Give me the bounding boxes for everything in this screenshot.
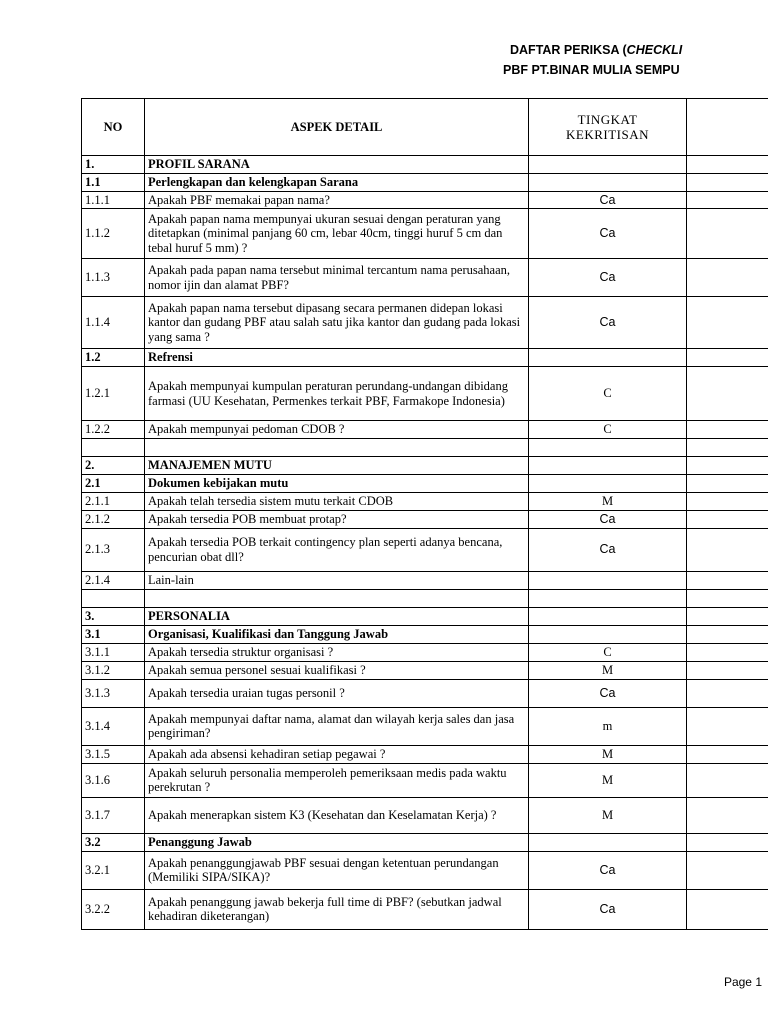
row-tingkat <box>529 156 687 174</box>
row-no: 1.2 <box>82 349 145 367</box>
row-tingkat <box>529 571 687 589</box>
table-row <box>82 457 768 475</box>
row-no: 3.1.7 <box>82 797 145 833</box>
row-no: 3.1.5 <box>82 745 145 763</box>
row-extra <box>687 643 768 661</box>
page-number: Page 1 <box>723 975 762 989</box>
row-extra <box>687 367 768 421</box>
row-aspek: Apakah tersedia POB membuat protap? <box>145 511 529 529</box>
row-tingkat: M <box>529 763 687 797</box>
row-extra <box>687 625 768 643</box>
row-tingkat <box>529 607 687 625</box>
row-no: 3.2.2 <box>82 889 145 929</box>
row-no: 2. <box>82 457 145 475</box>
row-extra <box>687 797 768 833</box>
row-tingkat: Ca <box>529 297 687 349</box>
row-tingkat: M <box>529 797 687 833</box>
row-aspek: PERSONALIA <box>145 607 529 625</box>
table-row <box>82 421 768 439</box>
table-row <box>82 889 768 929</box>
row-no: 1.2.2 <box>82 421 145 439</box>
header-aspek: ASPEK DETAIL <box>145 99 529 156</box>
row-tingkat: Ca <box>529 191 687 209</box>
row-no: 3.1.3 <box>82 679 145 707</box>
row-tingkat: m <box>529 707 687 745</box>
row-tingkat: Ca <box>529 511 687 529</box>
row-extra <box>687 851 768 889</box>
row-no: 3.1.4 <box>82 707 145 745</box>
table-row <box>82 511 768 529</box>
row-extra <box>687 259 768 297</box>
table-row <box>82 367 768 421</box>
row-aspek: Apakah penanggungjawab PBF sesuai dengan ketentuan perundangan (Memiliki SIPA/SIKA)? <box>145 851 529 889</box>
empty-row <box>82 589 768 607</box>
row-extra <box>687 421 768 439</box>
table-row <box>82 661 768 679</box>
table-row <box>82 349 768 367</box>
row-extra <box>687 889 768 929</box>
header-tingkat-line1: TINGKAT <box>577 112 638 127</box>
row-tingkat: Ca <box>529 889 687 929</box>
empty-row <box>82 439 768 457</box>
row-tingkat: M <box>529 661 687 679</box>
row-aspek: Apakah penanggung jawab bekerja full time di PBF? (sebutkan jadwal kehadiran diketerangan) <box>145 889 529 929</box>
company-name: PBF PT.BINAR MULIA SEMPU <box>503 63 680 77</box>
row-tingkat <box>529 833 687 851</box>
header-tingkat-line2: KEKRITISAN <box>566 127 649 142</box>
row-aspek: Apakah mempunyai pedoman CDOB ? <box>145 421 529 439</box>
row-aspek: Apakah tersedia POB terkait contingency plan seperti adanya bencana, pencurian obat dll? <box>145 528 529 571</box>
table-row <box>82 174 768 192</box>
row-no: 3. <box>82 607 145 625</box>
row-extra <box>687 833 768 851</box>
row-tingkat: C <box>529 367 687 421</box>
table-row <box>82 297 768 349</box>
row-extra <box>687 745 768 763</box>
document-title <box>510 43 768 57</box>
row-aspek: Apakah papan nama mempunyai ukuran sesuai dengan peraturan yang ditetapkan (minimal panjang 60 cm, lebar 40cm, tinggi huruf 5 cm dan tebal huruf 5 mm) ? <box>145 209 529 259</box>
table-row <box>82 625 768 643</box>
row-aspek: Apakah tersedia struktur organisasi ? <box>145 643 529 661</box>
table-header-row <box>82 99 768 156</box>
row-tingkat: C <box>529 643 687 661</box>
row-tingkat <box>529 625 687 643</box>
row-aspek: Perlengkapan dan kelengkapan Sarana <box>145 174 529 192</box>
row-extra <box>687 707 768 745</box>
row-extra <box>687 661 768 679</box>
row-extra <box>687 209 768 259</box>
row-aspek: Lain-lain <box>145 571 529 589</box>
row-aspek: Apakah ada absensi kehadiran setiap pegawai ? <box>145 745 529 763</box>
row-extra <box>687 763 768 797</box>
row-no: 3.2.1 <box>82 851 145 889</box>
table-row <box>82 607 768 625</box>
table-row <box>82 571 768 589</box>
row-extra <box>687 511 768 529</box>
row-extra <box>687 571 768 589</box>
row-aspek: Apakah mempunyai kumpulan peraturan perundang-undangan dibidang farmasi (UU Kesehatan, Permenkes terkait PBF, Farmakope Indonesia) <box>145 367 529 421</box>
row-tingkat <box>529 439 687 457</box>
row-aspek: Apakah tersedia uraian tugas personil ? <box>145 679 529 707</box>
table-row <box>82 679 768 707</box>
row-tingkat: C <box>529 421 687 439</box>
title-prefix: DAFTAR PERIKSA ( <box>510 43 627 57</box>
row-tingkat <box>529 174 687 192</box>
table-row <box>82 797 768 833</box>
row-tingkat <box>529 475 687 493</box>
row-no <box>82 439 145 457</box>
header-no: NO <box>82 99 145 156</box>
row-extra <box>687 191 768 209</box>
table-row <box>82 493 768 511</box>
row-no: 3.1 <box>82 625 145 643</box>
row-tingkat <box>529 349 687 367</box>
row-extra <box>687 297 768 349</box>
row-no: 1.1.3 <box>82 259 145 297</box>
table-row <box>82 156 768 174</box>
table-row <box>82 259 768 297</box>
row-no: 3.2 <box>82 833 145 851</box>
row-no: 2.1.3 <box>82 528 145 571</box>
header-extra <box>687 99 768 156</box>
table-row <box>82 745 768 763</box>
row-aspek: Apakah seluruh personalia memperoleh pemeriksaan medis pada waktu perekrutan ? <box>145 763 529 797</box>
row-tingkat <box>529 589 687 607</box>
row-aspek: MANAJEMEN MUTU <box>145 457 529 475</box>
table-row <box>82 528 768 571</box>
row-no: 3.1.6 <box>82 763 145 797</box>
row-extra <box>687 475 768 493</box>
row-no: 2.1.4 <box>82 571 145 589</box>
row-aspek: Dokumen kebijakan mutu <box>145 475 529 493</box>
row-tingkat: Ca <box>529 259 687 297</box>
row-extra <box>687 174 768 192</box>
row-extra <box>687 528 768 571</box>
row-extra <box>687 156 768 174</box>
row-aspek: Refrensi <box>145 349 529 367</box>
row-tingkat: M <box>529 493 687 511</box>
row-extra <box>687 493 768 511</box>
row-no: 1.2.1 <box>82 367 145 421</box>
table-row <box>82 643 768 661</box>
row-no: 1.1.2 <box>82 209 145 259</box>
row-no: 1. <box>82 156 145 174</box>
table-row <box>82 209 768 259</box>
table-row <box>82 833 768 851</box>
row-aspek: Penanggung Jawab <box>145 833 529 851</box>
row-aspek: Organisasi, Kualifikasi dan Tanggung Jawab <box>145 625 529 643</box>
row-no: 1.1.1 <box>82 191 145 209</box>
table-row <box>82 707 768 745</box>
row-aspek <box>145 589 529 607</box>
row-aspek: Apakah menerapkan sistem K3 (Kesehatan dan Keselamatan Kerja) ? <box>145 797 529 833</box>
row-extra <box>687 349 768 367</box>
row-aspek: Apakah papan nama tersebut dipasang secara permanen didepan lokasi kantor dan gudang PBF atau salah satu jika kantor dan gudang pada lokasi yang sama ? <box>145 297 529 349</box>
row-tingkat: Ca <box>529 679 687 707</box>
row-no: 3.1.1 <box>82 643 145 661</box>
row-tingkat: Ca <box>529 851 687 889</box>
row-extra <box>687 457 768 475</box>
row-tingkat: M <box>529 745 687 763</box>
row-no: 2.1.2 <box>82 511 145 529</box>
row-extra <box>687 607 768 625</box>
row-extra <box>687 589 768 607</box>
title-italic: CHECKLI <box>626 43 683 57</box>
row-aspek <box>145 439 529 457</box>
row-tingkat: Ca <box>529 528 687 571</box>
row-no: 3.1.2 <box>82 661 145 679</box>
row-no: 2.1.1 <box>82 493 145 511</box>
row-extra <box>687 679 768 707</box>
header-tingkat <box>529 99 687 156</box>
row-aspek: Apakah semua personel sesuai kualifikasi ? <box>145 661 529 679</box>
row-aspek: Apakah mempunyai daftar nama, alamat dan wilayah kerja sales dan jasa pengiriman? <box>145 707 529 745</box>
row-no: 2.1 <box>82 475 145 493</box>
row-aspek: PROFIL SARANA <box>145 156 529 174</box>
table-row <box>82 191 768 209</box>
row-aspek: Apakah telah tersedia sistem mutu terkait CDOB <box>145 493 529 511</box>
row-no: 1.1 <box>82 174 145 192</box>
row-tingkat <box>529 457 687 475</box>
row-aspek: Apakah pada papan nama tersebut minimal tercantum nama perusahaan, nomor ijin dan alamat PBF? <box>145 259 529 297</box>
row-extra <box>687 439 768 457</box>
table-row <box>82 763 768 797</box>
row-aspek: Apakah PBF memakai papan nama? <box>145 191 529 209</box>
row-no: 1.1.4 <box>82 297 145 349</box>
table-row <box>82 851 768 889</box>
row-tingkat: Ca <box>529 209 687 259</box>
checklist-table <box>81 98 768 930</box>
row-no <box>82 589 145 607</box>
table-row <box>82 475 768 493</box>
